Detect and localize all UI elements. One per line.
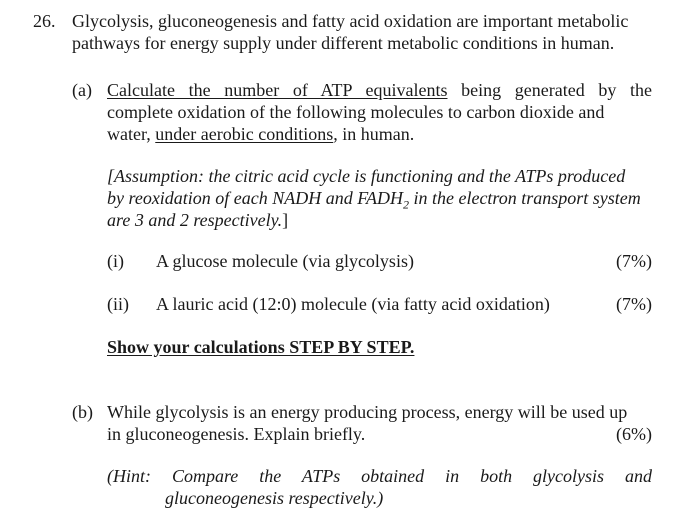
part-a-underlined-phrase: Calculate the number of ATP equivalents [107, 80, 448, 100]
assumption-line-1: [Assumption: the citric acid cycle is functioning and the ATPs produced [107, 166, 626, 186]
part-a-line-3: water, under aerobic conditions, in human. [107, 124, 415, 144]
part-a-line-1-rest: being generated by the [461, 80, 653, 100]
item-ii-marks: (7%) [616, 294, 652, 314]
part-a-line-2: complete oxidation of the following molecules to carbon dioxide and [107, 102, 605, 122]
assumption-line-3: are 3 and 2 respectively.] [107, 210, 289, 230]
part-b-line-1: While glycolysis is an energy producing process, energy will be used up [107, 402, 628, 422]
calculation-instruction: Show your calculations STEP BY STEP. [107, 337, 415, 357]
question-intro-line-2: pathways for energy supply under different metabolic conditions in human. [72, 33, 615, 53]
question-intro-line-1: Glycolysis, gluconeogenesis and fatty acid oxidation are important metabolic [72, 11, 629, 31]
item-ii-label: (ii) [107, 294, 129, 314]
item-ii-text: A lauric acid (12:0) molecule (via fatty acid oxidation) [156, 294, 550, 314]
part-a-line-1 [107, 79, 652, 101]
hint-line-1: (Hint: Compare the ATPs obtained in both glycolysis and [107, 466, 652, 486]
aerobic-underlined-phrase: under aerobic conditions [155, 124, 334, 144]
part-b-label: (b) [72, 402, 93, 422]
item-i-label: (i) [107, 251, 124, 271]
assumption-line-2: by reoxidation of each NADH and $FADH_2$ in the electron transport system [107, 188, 641, 212]
hint-line-2: gluconeogenesis respectively.) [165, 488, 384, 508]
part-b-line-2: in gluconeogenesis. Explain briefly. [107, 424, 366, 444]
question-number: 26. [33, 11, 56, 31]
part-a-label: (a) [72, 80, 92, 100]
item-i-marks: (7%) [616, 251, 652, 271]
item-i-text: A glucose molecule (via glycolysis) [156, 251, 414, 271]
part-b-marks: (6%) [616, 424, 652, 444]
